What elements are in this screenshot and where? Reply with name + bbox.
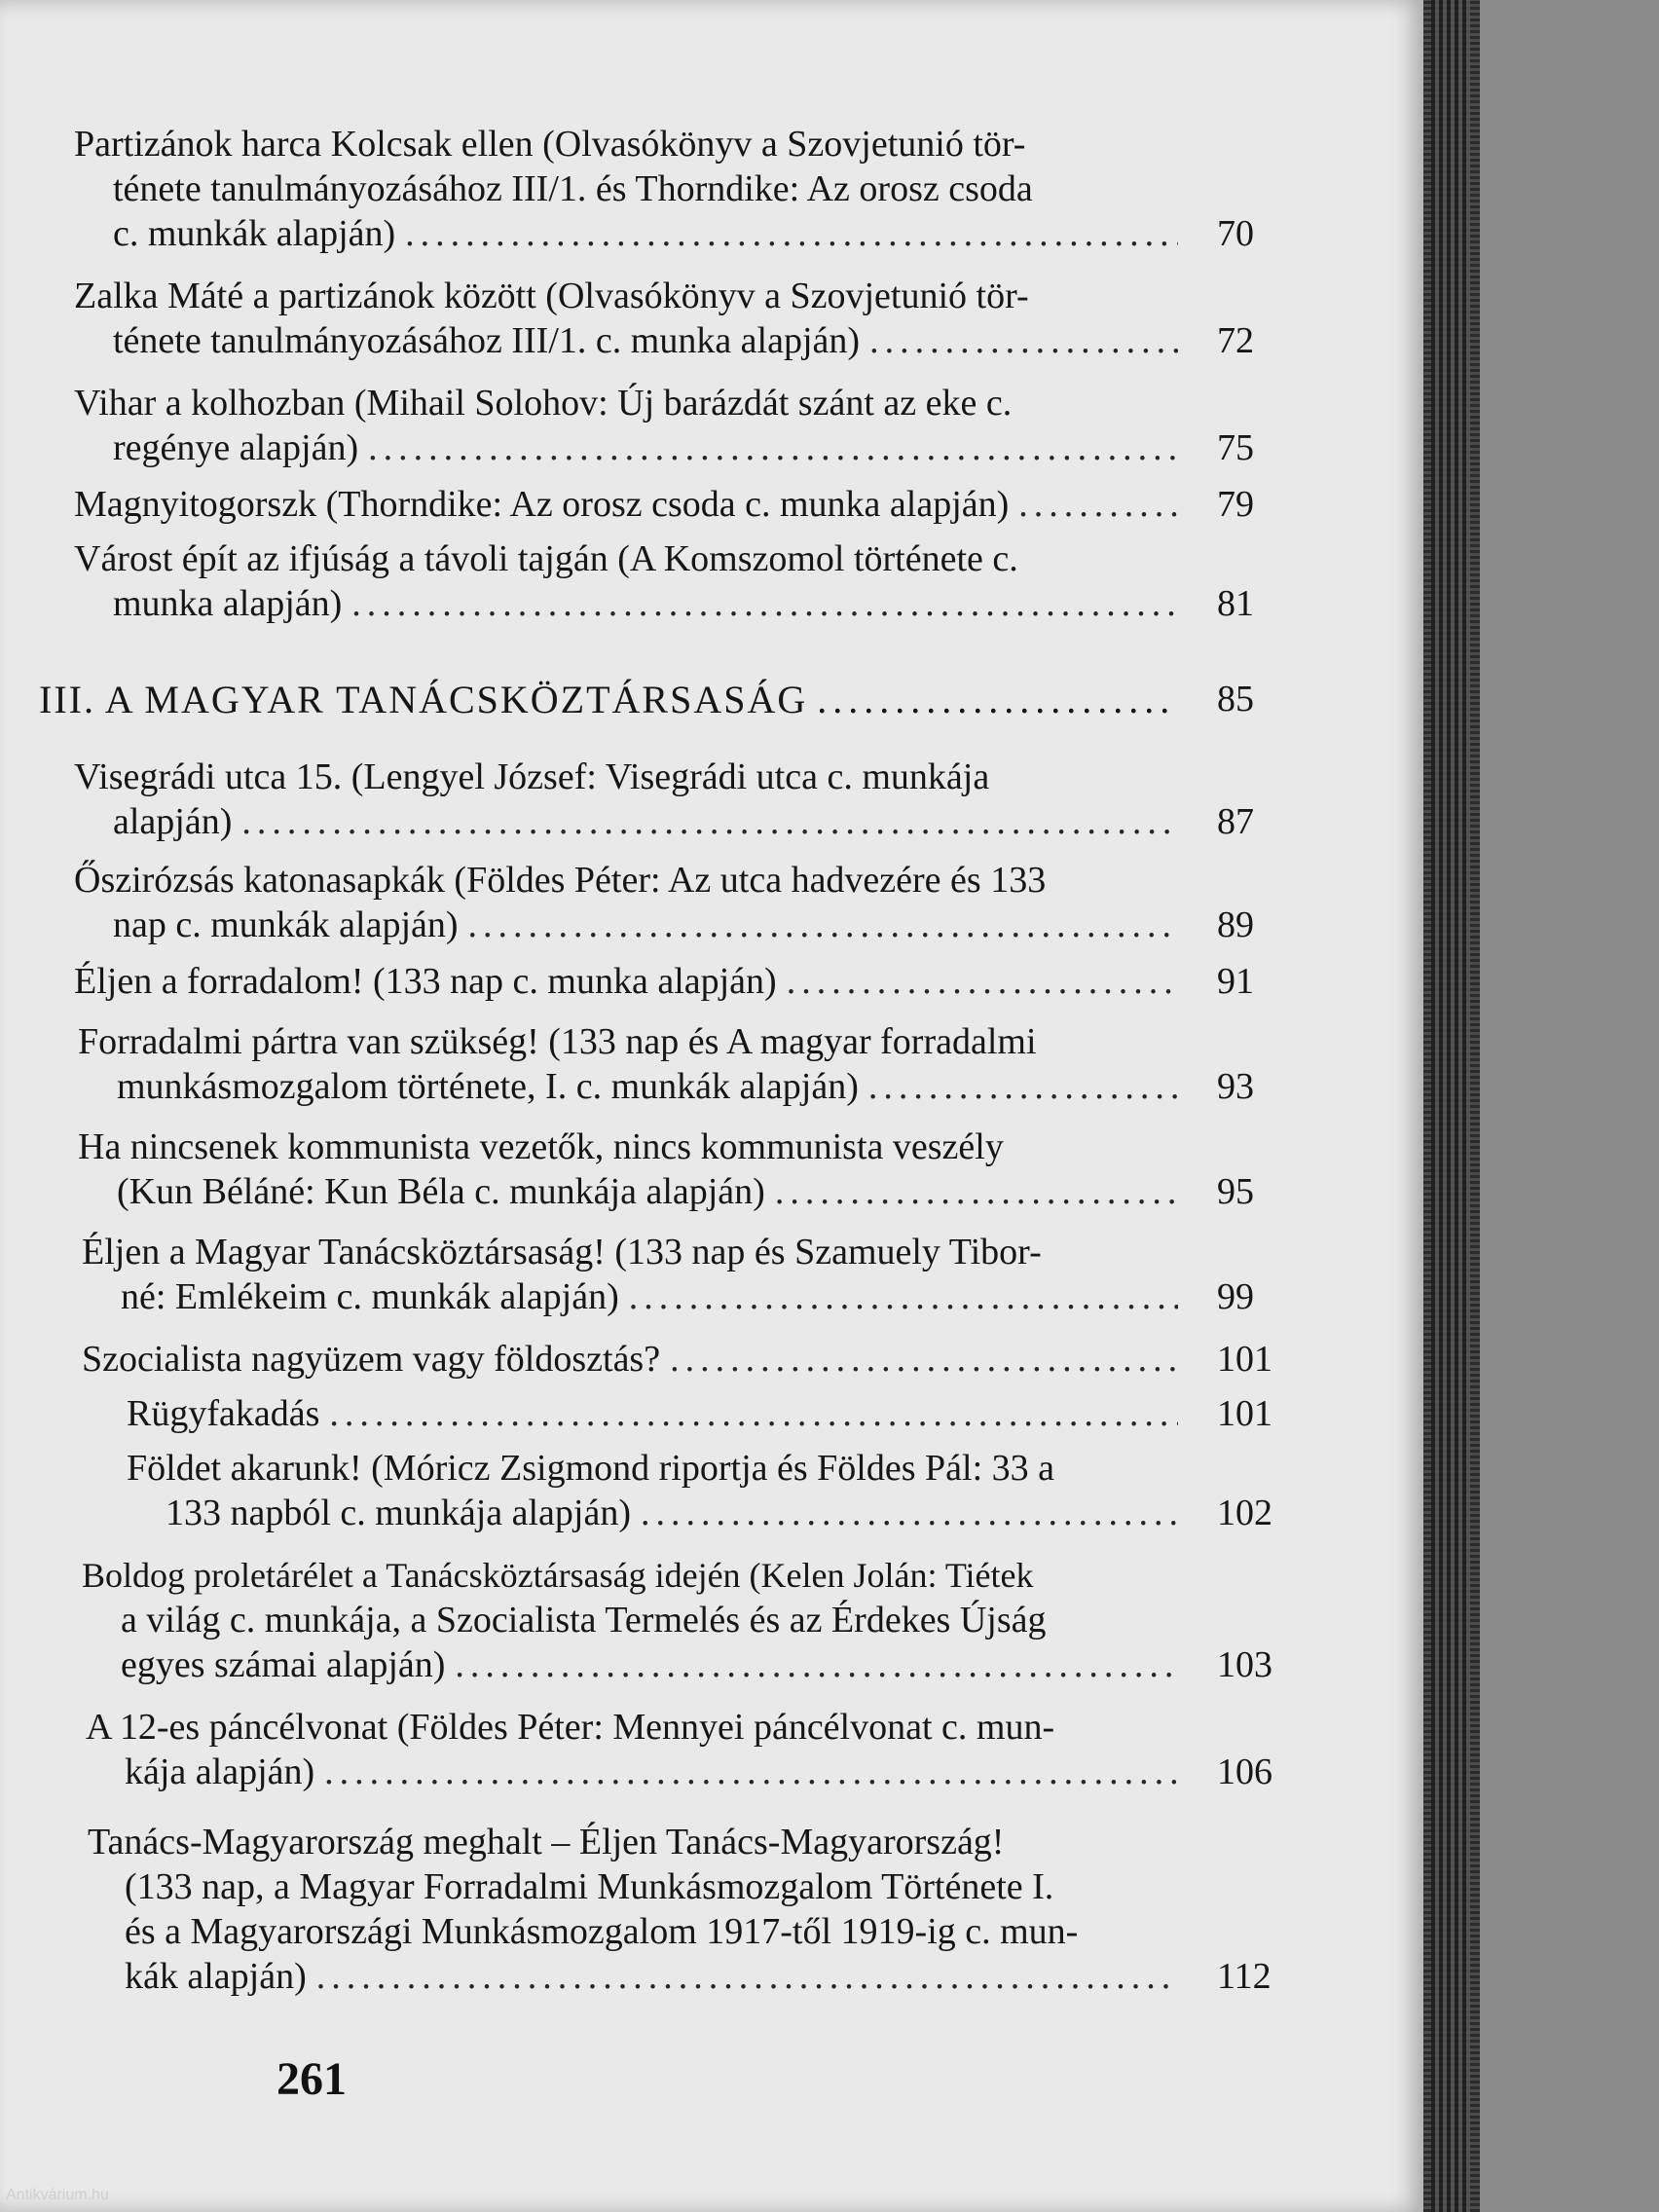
leader-dots [869, 318, 1178, 363]
toc-entry-text: munkásmozgalom története, I. c. munkák alapján) [117, 1066, 859, 1107]
toc-entry-last-line [117, 1064, 1188, 1109]
toc-entry-line: Zalka Máté a partizánok között (Olvasókönyv a Szovjetunió tör- [74, 276, 1029, 316]
leader-dots [629, 1274, 1178, 1319]
leader-dots [787, 959, 1178, 1004]
toc-entry-text: kák alapján) [125, 1956, 307, 1997]
toc-entry-line: Őszirózsás katonasapkák (Földes Péter: Az utca hadvezére és 133 [74, 860, 1047, 901]
page-number: 91 [1217, 961, 1254, 1002]
toc-entry-line: a világ c. munkája, a Szocialista Termelés és az Érdekes Újság [121, 1600, 1047, 1641]
leader-dots [775, 1169, 1178, 1214]
toc-entry-line: Visegrádi utca 15. (Lengyel József: Visegrádi utca c. munkája [74, 756, 990, 797]
toc-entry-line: Forradalmi pártra van szükség! (133 nap és A magyar forradalmi [78, 1021, 1037, 1062]
page-number: 106 [1217, 1751, 1272, 1792]
toc-entry-last-line [127, 1391, 1188, 1436]
page-number: 89 [1217, 904, 1254, 945]
toc-entry-line: és a Magyarországi Munkásmozgalom 1917-től 1919-ig c. mun- [125, 1911, 1079, 1952]
section-title: III. A MAGYAR TANÁCSKÖZTÁRSASÁG [39, 678, 808, 721]
toc-entry-text: Magnyitogorszk (Thorndike: Az orosz csoda c. munka alapján) [74, 484, 1010, 525]
leader-dots [468, 903, 1178, 947]
page-number: 72 [1217, 320, 1254, 361]
toc-entry-last-line [113, 799, 1188, 844]
toc-entry-last-line [117, 1169, 1188, 1214]
background-surface [1480, 0, 1659, 2212]
toc-entry-line: Földet akarunk! (Móricz Zsigmond riportja és Földes Pál: 33 a [127, 1448, 1054, 1489]
leader-dots [455, 1642, 1178, 1687]
toc-entry-text: munka alapján) [113, 583, 343, 624]
watermark: Antikvárium.hu [6, 2187, 109, 2203]
leader-dots [316, 1954, 1178, 1999]
leader-dots [670, 1337, 1178, 1382]
page-folio: 261 [276, 2053, 347, 2105]
leader-dots [641, 1491, 1178, 1535]
toc-entry-last-line [113, 581, 1188, 626]
toc-entry-line: Éljen a Magyar Tanácsköztársaság! (133 nap és Szamuely Tibor- [82, 1232, 1042, 1272]
cover-texture [1431, 0, 1470, 2212]
toc-entry-text: egyes számai alapján) [121, 1644, 446, 1685]
toc-entry-text: Szocialista nagyüzem vagy földosztás? [82, 1339, 661, 1380]
toc-entry-text: ténete tanulmányozásához III/1. c. munka alapján) [113, 320, 861, 361]
section-heading-line [39, 677, 1188, 723]
page-number: 102 [1217, 1493, 1272, 1533]
toc-entry-last-line [166, 1491, 1188, 1535]
toc-entry-text: nap c. munkák alapján) [113, 904, 459, 945]
page-number: 70 [1217, 213, 1254, 254]
toc-entry-line: Tanács-Magyarország meghalt – Éljen Tanács-Magyarország! [88, 1822, 1005, 1862]
toc-entry-last-line [74, 482, 1188, 527]
leader-dots [351, 581, 1178, 626]
toc-entry-text: alapján) [113, 801, 233, 842]
leader-dots [817, 677, 1178, 723]
toc-entry-line: Várost épít az ifjúság a távoli tajgán (A Komszomol története c. [74, 538, 1018, 579]
leader-dots [1018, 482, 1178, 527]
toc-entry-text: regénye alapján) [113, 427, 359, 468]
toc-entry-last-line [113, 211, 1188, 256]
toc-entry-last-line [125, 1750, 1188, 1794]
leader-dots [324, 1750, 1178, 1794]
toc-entry-text: kája alapján) [125, 1751, 315, 1792]
page-number: 103 [1217, 1644, 1272, 1685]
page-number: 81 [1217, 583, 1254, 624]
toc-entry-text: c. munkák alapján) [113, 213, 396, 254]
toc-entry-last-line [113, 903, 1188, 947]
page-number: 101 [1217, 1339, 1272, 1380]
toc-entry-last-line [113, 425, 1188, 470]
page-number: 87 [1217, 801, 1254, 842]
toc-entry-line: Ha nincsenek kommunista vezetők, nincs kommunista veszély [78, 1126, 1004, 1167]
page-number: 99 [1217, 1276, 1254, 1317]
page-number: 79 [1217, 484, 1254, 525]
toc-entry-last-line [74, 959, 1188, 1004]
leader-dots [868, 1064, 1178, 1109]
toc-entry-text: Éljen a forradalom! (133 nap c. munka alapján) [74, 961, 777, 1002]
toc-entry-last-line [125, 1954, 1188, 1999]
toc-entry-last-line [113, 318, 1188, 363]
toc-entry-line: Boldog proletárélet a Tanácsköztársaság idején (Kelen Jolán: Tiétek [82, 1556, 1034, 1595]
page-number: 93 [1217, 1066, 1254, 1107]
toc-entry-last-line [121, 1642, 1188, 1687]
toc-entry-line: Vihar a kolhozban (Mihail Solohov: Új barázdát szánt az eke c. [74, 383, 1013, 424]
toc-entry-text: 133 napból c. munkája alapján) [166, 1493, 632, 1533]
page-number: 75 [1217, 427, 1254, 468]
toc-entry-last-line [121, 1274, 1188, 1319]
toc-entry-text: (Kun Béláné: Kun Béla c. munkája alapján) [117, 1171, 765, 1212]
leader-dots [241, 799, 1178, 844]
toc-entry-line: ténete tanulmányozásához III/1. és Thorndike: Az orosz csoda [113, 168, 1033, 209]
toc-entry-text: né: Emlékeim c. munkák alapján) [121, 1276, 619, 1317]
toc-entry-line: (133 nap, a Magyar Forradalmi Munkásmozgalom Története I. [125, 1866, 1054, 1907]
leader-dots [329, 1391, 1178, 1436]
toc-entry-last-line [82, 1337, 1188, 1382]
toc-entry-line: A 12-es páncélvonat (Földes Péter: Mennyei páncélvonat c. mun- [86, 1707, 1055, 1748]
page-number: 112 [1217, 1956, 1272, 1997]
toc-entry-line: Partizánok harca Kolcsak ellen (Olvasókönyv a Szovjetunió tör- [74, 124, 1026, 165]
toc-entry-text: Rügyfakadás [127, 1393, 320, 1434]
page-number: 101 [1217, 1393, 1272, 1434]
leader-dots [368, 425, 1178, 470]
page-number: 85 [1217, 679, 1254, 719]
leader-dots [405, 211, 1178, 256]
page-number: 95 [1217, 1171, 1254, 1212]
